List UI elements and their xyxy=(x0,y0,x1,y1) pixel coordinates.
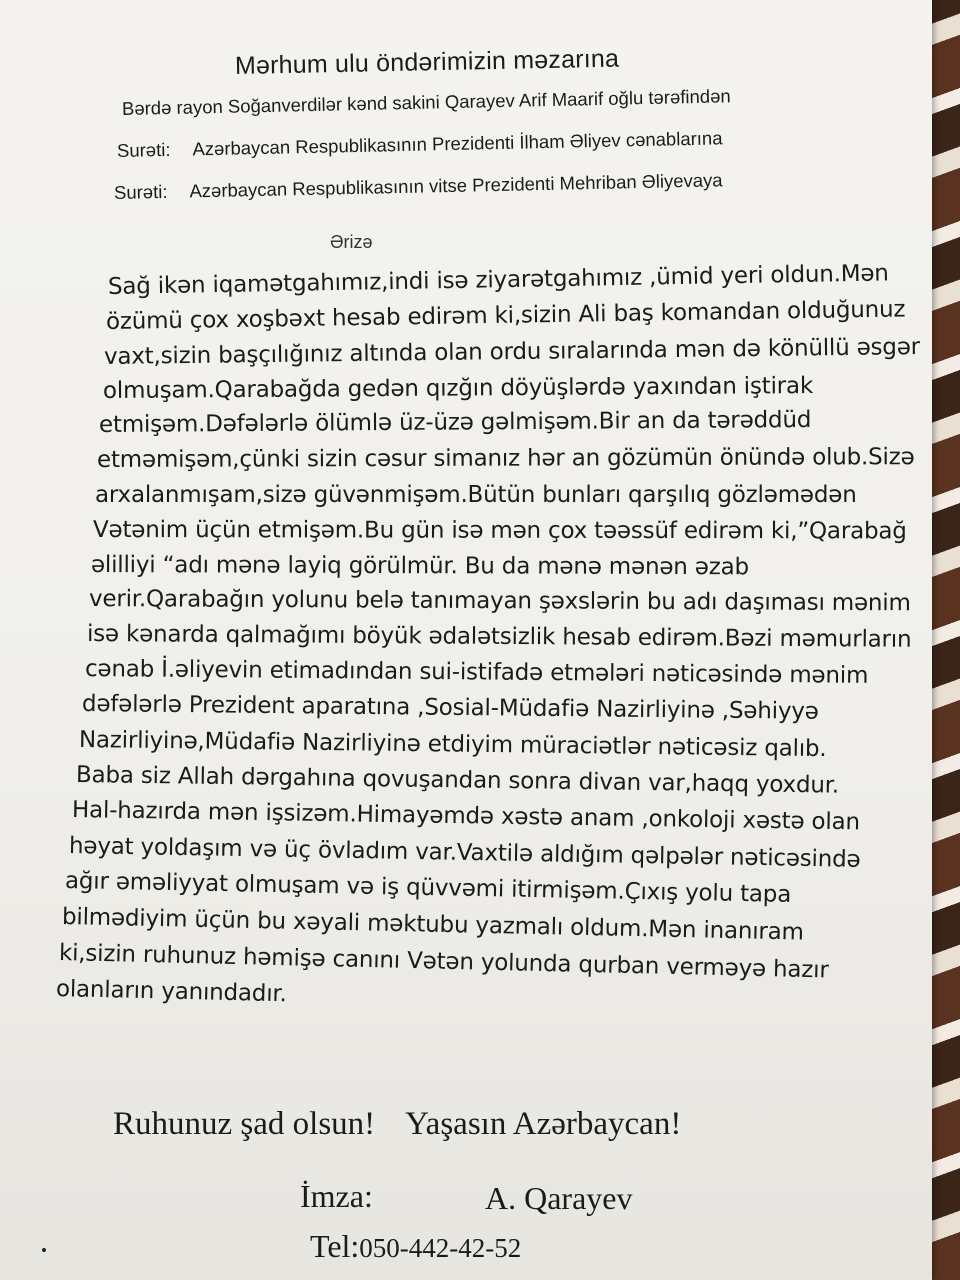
body-line: ki,sizin ruhunuz həmişə canını Vətən yolunda qurban verməyə hazır xyxy=(58,940,829,984)
signature-name: A. Qarayev xyxy=(485,1180,633,1216)
body-line: verir.Qarabağın yolunu belə tanımayan şəxslərin bu adı daşıması mənim xyxy=(88,586,911,617)
closing-phrase-2: Yaşasın Azərbaycan! xyxy=(405,1106,682,1142)
closing-phrase-1: Ruhunuz şad olsun! xyxy=(113,1106,376,1142)
body-line: etmişəm.Dəfələrlə ölümlə üz-üzə gəlmişəm.Bir an da tərəddüd xyxy=(98,407,812,438)
signature-label: İmza: xyxy=(300,1178,373,1214)
copy-label: Surəti: xyxy=(113,180,168,203)
body-line: olmuşam.Qarabağda gedən qızğın döyüşlərdə yaxından iştirak xyxy=(102,373,814,404)
body-line: Nazirliyinə,Müdafiə Nazirliyinə etdiyim müraciətlər nəticəsiz qalıb. xyxy=(78,727,827,763)
phone-number: 050-442-42-52 xyxy=(359,1233,522,1263)
body-line: etməmişəm,çünki sizin cəsur simanız hər an gözümün önündə olub.Sizə xyxy=(96,444,915,473)
document-type: Ərizə xyxy=(330,232,373,252)
body-line: bilmədiyim üçün bu xəyali məktubu yazmalı oldum.Mən inanıram xyxy=(61,904,805,946)
copy-recipient-1: Azərbaycan Respublikasının Prezidenti İlham Əliyev cənablarına xyxy=(192,127,723,160)
copy-line-2 xyxy=(114,169,723,204)
body-line: əlilliyi “adı mənə layiq görülmür. Bu da mənə mənən əzab xyxy=(90,552,749,581)
phone-label: Tel: xyxy=(310,1228,360,1264)
closing-phrases xyxy=(113,1106,681,1143)
body-line: Vətənim üçün etmişəm.Bu gün isə mən çox təəssüf edirəm ki,”Qarabağ xyxy=(92,517,907,545)
body-line: Baba siz Allah dərgahına qovuşandan sonra divan var,haqq yoxdur. xyxy=(75,762,840,799)
copy-label: Surəti: xyxy=(116,138,171,161)
phone-line xyxy=(310,1228,521,1265)
body-line: həyat yoldaşım və üç övladım var.Vaxtilə aldığım qəlpələr nəticəsində xyxy=(68,833,861,873)
body-line: Hal-hazırda mən işsizəm.Himayəmdə xəstə anam ,onkoloji xəstə olan xyxy=(71,797,861,836)
copy-recipient-2: Azərbaycan Respublikasının vitse Prezidenti Mehriban Əliyevaya xyxy=(189,169,723,202)
ink-dot xyxy=(42,1248,46,1252)
body-line: isə kənarda qalmağımı böyük ədalətsizlik hesab edirəm.Bəzi məmurların xyxy=(86,621,912,653)
letter-title: Mərhum ulu öndərimizin məzarına xyxy=(234,44,620,80)
body-line: arxalanmışam,sizə güvənmişəm.Bütün bunları qarşılıq gözləmədən xyxy=(95,482,857,508)
body-line: dəfələrlə Prezident aparatına ,Sosial-Müdafiə Nazirliyinə ,Səhiyyə xyxy=(81,691,819,725)
body-line: olanların yanındadır. xyxy=(55,976,287,1008)
body-line: vaxt,sizin başçılığınız altında olan ordu sıralarında mən də könüllü əsgər xyxy=(103,334,921,370)
body-line: özümü çox xoşbəxt hesab edirəm ki,sizin Ali baş komandan olduğunuz xyxy=(105,296,906,335)
body-line: ağır əməliyyat olmuşam və iş qüvvəmi itirmişəm.Çıxış yolu tapa xyxy=(64,868,792,908)
sender-line: Bərdə rayon Soğanverdilər kənd sakini Qarayev Arif Maarif oğlu tərəfindən xyxy=(121,85,731,119)
copy-line-1 xyxy=(117,127,723,162)
body-line: cənab İ.əliyevin etimadından sui-istifadə etmələri nəticəsində mənim xyxy=(84,656,869,689)
body-line: Sağ ikən iqamətgahımız,indi isə ziyarətgahımız ,ümid yeri oldun.Mən xyxy=(107,260,889,300)
